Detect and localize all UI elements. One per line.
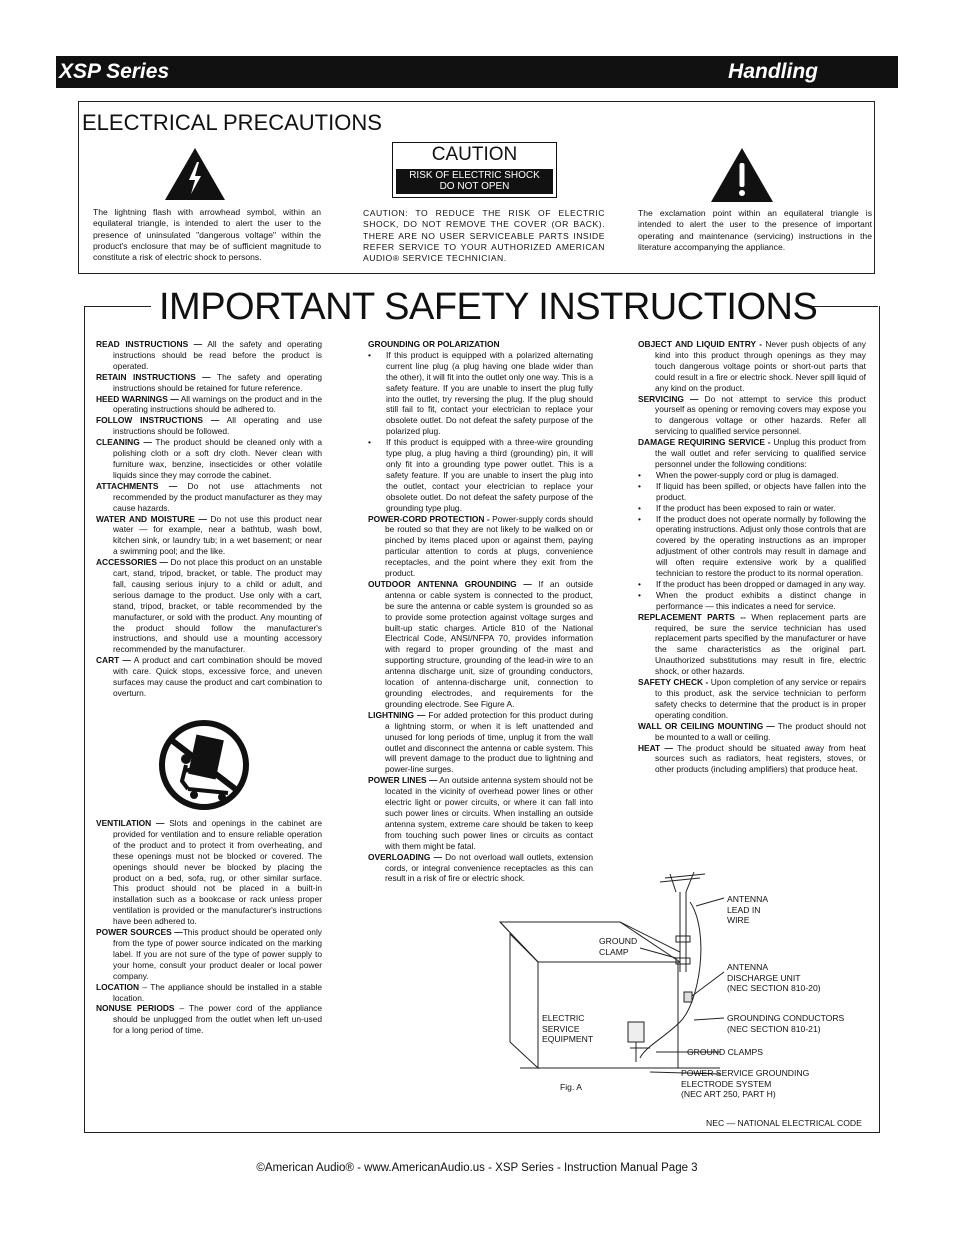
lightning-warning-icon <box>165 148 225 200</box>
service-condition-bullet: • When the power-supply cord or plug is damaged. <box>638 469 839 480</box>
caution-description: CAUTION: TO REDUCE THE RISK OF ELECTRIC SHOCK, DO NOT REMOVE THE COVER (OR BACK). THERE ARE NO USER SERVICEABLE PARTS INSIDE REFER SERVICE TO YOUR AUTHORIZED AMERICAN AUDIO® SERVICE TECHNICIAN. <box>363 208 605 264</box>
antenna-grounding-diagram <box>480 862 730 1094</box>
safety-column-1 <box>96 339 322 699</box>
safety-column-3 <box>638 339 866 775</box>
series-title: XSP Series <box>59 60 170 83</box>
col3b-item: REPLACEMENT PARTS -- When replacement parts are required, be sure the service technician has used replacement parts specified by the manufacturer or have the same characteristics as the original part. Unauthorized substitutions may result in fire, electric shock, or other hazards. <box>638 611 866 677</box>
header-bar <box>56 56 898 88</box>
section-title: Handling <box>728 60 818 83</box>
service-condition-bullet: • If liquid has been spilled, or objects have fallen into the product. <box>638 480 866 502</box>
col3a-item: SERVICING — Do not attempt to service this product yourself as opening or removing covers may expose you to dangerous voltage or other hazards. Refer all servicing to qualified service personnel. <box>638 393 867 437</box>
service-condition-bullet: • If the product has been dropped or damaged in any way. <box>638 578 866 589</box>
col1-item: WATER AND MOISTURE — Do not use this product near water — for example, near a bathtub, wash bowl, kitchen sink, or laundry tub; in a wet basement; or near a swimming pool; and the like. <box>96 513 322 557</box>
col1-item: FOLLOW INSTRUCTIONS — All operating and use instructions should be followed. <box>96 415 322 437</box>
col1b-item: LOCATION – The appliance should be installed in a stable location. <box>96 981 322 1003</box>
caution-label <box>392 142 557 198</box>
label-power-service: POWER SERVICE GROUNDING ELECTRODE SYSTEM (NEC ART 250, PART H) <box>681 1068 810 1099</box>
caution-line-2: DO NOT OPEN <box>439 181 510 192</box>
safety-title: IMPORTANT SAFETY INSTRUCTIONS <box>159 286 818 328</box>
caution-subtext <box>396 169 553 194</box>
col1-item: ATTACHMENTS — Do not use attachments not recommended by the product manufacturer as they may cause hazards. <box>96 480 322 513</box>
col1b-item: POWER SOURCES —This product should be operated only from the type of power source indicated on the marking label. If you are not sure of the type of power supply to your home, consult your product dealer or local power company. <box>96 927 322 981</box>
col3b-item: WALL OR CEILING MOUNTING — The product should not be mounted to a wall or ceiling. <box>638 720 866 742</box>
figure-label: Fig. A <box>560 1082 582 1092</box>
col3b-item: HEAT — The product should be situated away from heat sources such as radiators, heat registers, stoves, or other products (including amplifiers) that produce heat. <box>638 742 866 775</box>
col1-item: HEED WARNINGS — All warnings on the product and in the operating instructions should be adhered to. <box>96 393 322 415</box>
grounding-bullet-1: • If this product is equipped with a polarized alternating current line plug (a plug having one blade wider than the other), it will fit into the outlet only one way. This is a safety feature. If you are unable to insert the plug fully into the outlet, try reversing the plug. If the plug should still fail to fit, contact your electrician to replace your obsolete outlet. Do not defeat the safety purpose of the polarized plug. <box>368 349 593 437</box>
exclamation-warning-icon <box>711 148 773 202</box>
label-ground-clamps: GROUND CLAMPS <box>687 1047 763 1057</box>
lightning-description: The lightning flash with arrowhead symbol, within an equilateral triangle, is intended to alert the user to the presence of uninsulated "dangerous voltage" within the product's enclosure that may be of sufficient magnitude to constitute a risk of electric shock to persons. <box>93 207 321 263</box>
electrical-precautions-title: ELECTRICAL PRECAUTIONS <box>82 110 382 135</box>
safety-column-2 <box>368 339 593 884</box>
col1b-item: NONUSE PERIODS – The power cord of the appliance should be unplugged from the outlet when left un-used for a long period of time. <box>96 1003 323 1036</box>
caution-line-1: RISK OF ELECTRIC SHOCK <box>409 170 540 181</box>
col1-item: ACCESSORIES — Do not place this product on an unstable cart, stand, tripod, bracket, or table. The product may fall, causing serious injury to a child or adult, and serious damage to the product. Use only with a cart, stand, tripod, bracket, or table recommended by the manufacturer, or sold with the product. Any mounting of the product should follow the manufacturer's instructions, and should use a mounting accessory recommended by the manufacturer. <box>96 557 323 655</box>
grounding-bullet-2: • If this product is equipped with a three-wire grounding type plug, a plug having a third (grounding) pin, it will only fit into a grounding type power outlet. This is a safety feature. If you are unable to insert the plug into the outlet, contact your electrician to replace your obsolete outlet. Do not defeat the safety purpose of the grounding type plug. <box>368 437 593 513</box>
label-antenna-lead: ANTENNA LEAD IN WIRE <box>727 894 769 925</box>
label-electric-service: ELECTRIC SERVICE EQUIPMENT <box>542 1013 594 1044</box>
grounding-heading: GROUNDING OR POLARIZATION <box>368 339 500 349</box>
col2-item: POWER LINES — An outside antenna system should not be located in the vicinity of overhead power lines or other electric light or power circuits, or where it can fall into such power lines or circuits. When installing an outside antenna system, extreme care should be taken to keep from touching such power lines or circuits as contact with them might be fatal. <box>368 775 593 851</box>
service-condition-bullet: • When the product exhibits a distinct change in performance — this indicates a need for service. <box>638 589 866 611</box>
label-ground-clamp: GROUND CLAMP <box>599 936 638 957</box>
col2-item: OVERLOADING — Do not overload wall outlets, extension cords, or integral convenience receptacles as this can result in a risk of fire or electric shock. <box>368 851 593 884</box>
col1-item: CLEANING — The product should be cleaned only with a polishing cloth or a soft dry cloth. Never clean with furniture wax, benzine, insecticides or other volatile liquids since they may corrode the cabinet. <box>96 437 323 480</box>
nec-note: NEC — NATIONAL ELECTRICAL CODE <box>706 1118 862 1128</box>
caution-title: CAUTION <box>431 144 518 165</box>
exclamation-description: The exclamation point within an equilateral triangle is intended to alert the user to the presence of important operating and maintenance (servicing) instructions in the literature accompanying the appliance. <box>638 208 872 252</box>
electrical-precautions-box <box>78 101 875 274</box>
cart-warning-icon <box>158 719 250 811</box>
service-condition-bullet: • If the product does not operate normally by following the operating instructions. Adjust only those controls that are covered by the operating instructions as an improper adjustment of other controls may result in damage and will often require extensive work by a qualified technician to restore the product to its normal operation. <box>638 513 866 579</box>
label-grounding-conductors: GROUNDING CONDUCTORS (NEC SECTION 810-21) <box>727 1013 845 1034</box>
service-condition-bullet: • If the product has been exposed to rain or water. <box>638 502 836 513</box>
col3a-item: DAMAGE REQUIRING SERVICE - Unplug this product from the wall outlet and refer servicing to qualified service personnel under the following conditions: <box>638 437 866 469</box>
col3a-item: OBJECT AND LIQUID ENTRY - Never push objects of any kind into this product through openings as they may touch dangerous voltage points or short-out parts that could result in a fire or electric shock. Never spill liquid of any kind on the product. <box>638 339 866 393</box>
safety-column-1-lower <box>96 818 322 1036</box>
col1-item: CART — A product and cart combination should be moved with care. Quick stops, excessive force, and uneven surfaces may cause the product and cart combination to overturn. <box>96 655 322 698</box>
col1-item: RETAIN INSTRUCTIONS — The safety and operating instructions should be retained for future reference. <box>96 371 322 393</box>
col2-item: LIGHTNING — For added protection for this product during a lightning storm, or when it is left unattended and unused for long periods of time, unplug it from the wall outlet and disconnect the antenna or cable system. This will prevent damage to the product due to lightning and power-line surges. <box>368 709 593 775</box>
page-footer: ©American Audio® - www.AmericanAudio.us - XSP Series - Instruction Manual Page 3 <box>256 1162 698 1174</box>
col3b-item: SAFETY CHECK - Upon completion of any service or repairs to this product, ask the service technician to perform safety checks to determine that the product is in proper operating condition. <box>638 677 867 720</box>
label-discharge-unit: ANTENNA DISCHARGE UNIT (NEC SECTION 810-20) <box>727 962 821 993</box>
col2-item: OUTDOOR ANTENNA GROUNDING — If an outside antenna or cable system is connected to the product, be sure the antenna or cable system is grounded so as to provide some protection against voltage surges and built-up static charges. Article 810 of the National Electrical Code, ANSI/NFPA 70, provides information with regard to proper grounding of the mast and supporting structure, grounding of the lead-in wire to an antenna discharge unit, size of grounding conductors, location of antenna-discharge unit, connection to grounding electrodes, and requirements for the grounding electrode. See Figure A. <box>368 578 593 709</box>
col2-item: POWER-CORD PROTECTION - Power-supply cords should be routed so that they are not likely to be walked on or pinched by items placed upon or against them, paying particular attention to cords at plugs, convenience receptacles, and the point where they exit from the product. <box>368 513 593 579</box>
col1b-item: VENTILATION — Slots and openings in the cabinet are provided for ventilation and to ensure reliable operation of the product and to protect it from overheating, and these openings must not be blocked or covered. The openings should never be blocked by placing the product on a bed, sofa, rug, or other similar surface. This product should not be placed in a built-in installation such as a bookcase or rack unless proper ventilation is provided or the manufacturer's instructions have been adhered to. <box>96 818 322 927</box>
col1-item: READ INSTRUCTIONS — All the safety and operating instructions should be read before the product is operated. <box>96 339 322 371</box>
